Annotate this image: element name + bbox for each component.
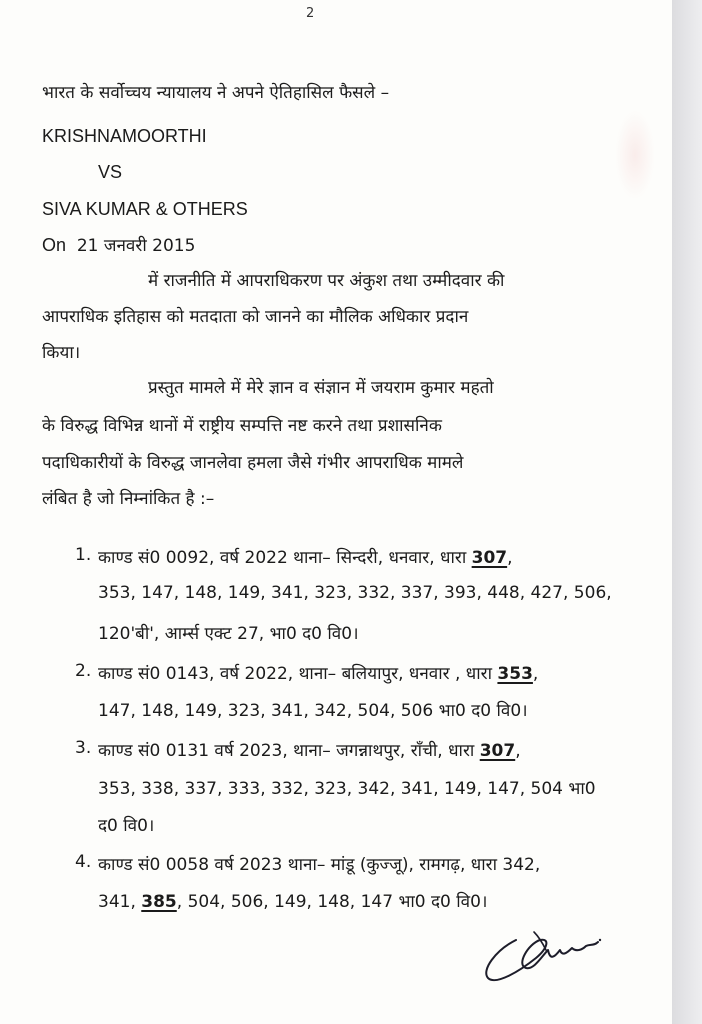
paragraph2-line: प्रस्तुत मामले में मेरे ज्ञान व संज्ञान में जयराम कुमार महतो xyxy=(148,378,494,398)
case-number: 4. xyxy=(75,852,92,872)
case-line xyxy=(98,545,513,568)
case-number: 3. xyxy=(75,738,92,758)
case-line: 147, 148, 149, 323, 341, 342, 504, 506 भा0 द0 वि0। xyxy=(98,701,528,721)
date-value: 21 जनवरी 2015 xyxy=(76,236,196,256)
date-prefix: On xyxy=(42,235,67,255)
key-section: 353 xyxy=(497,664,533,684)
case-line: 353, 338, 337, 333, 332, 323, 342, 341, 149, 147, 504 भा0 xyxy=(98,779,596,799)
paragraph2-line: पदाधिकारीयों के विरुद्ध जानलेवा हमला जैसे गंभीर आपराधिक मामले xyxy=(42,453,464,473)
case-text: काण्ड सं0 0131 वर्ष 2023, थाना– जगन्नाथपुर, राँची, धारा xyxy=(98,741,475,761)
paragraph2-line: लंबित है जो निम्नांकित है :– xyxy=(42,489,215,509)
case-text: , xyxy=(515,741,521,761)
case-line xyxy=(98,738,521,761)
paper-stain xyxy=(615,110,655,200)
intro-line: भारत के सर्वोच्चय न्यायालय ने अपने ऐतिहासिल फैसले – xyxy=(42,83,390,103)
page-edge xyxy=(672,0,702,1024)
case-line xyxy=(98,661,538,684)
paragraph1-line: आपराधिक इतिहास को मतदाता को जानने का मौलिक अधिकार प्रदान xyxy=(42,307,469,327)
versus-label: VS xyxy=(98,162,123,182)
case-text: काण्ड सं0 0143, वर्ष 2022, थाना– बलियापुर, धनवार , धारा xyxy=(98,664,493,684)
key-section: 307 xyxy=(471,548,508,568)
page-number: 2 xyxy=(306,6,315,21)
case-number: 1. xyxy=(75,545,92,565)
case-line: काण्ड सं0 0058 वर्ष 2023 थाना– मांडू (कुज्जू), रामगढ़, धारा 342, xyxy=(98,855,541,875)
paragraph2-line: के विरुद्ध विभिन्न थानों में राष्ट्रीय सम्पत्ति नष्ट करने तथा प्रशासनिक xyxy=(42,416,442,436)
judgment-date xyxy=(42,233,195,256)
case-text: , 504, 506, 149, 148, 147 भा0 द0 वि0। xyxy=(176,892,488,912)
case-text: 341, xyxy=(98,892,136,912)
case-line: द0 वि0। xyxy=(98,816,155,836)
case-number: 2. xyxy=(75,661,92,681)
case-text: काण्ड सं0 0092, वर्ष 2022 थाना– सिन्दरी, धनवार, धारा xyxy=(98,548,467,568)
case-line: 120'बी', आर्म्स एक्ट 27, भा0 द0 वि0। xyxy=(98,624,359,644)
case-line xyxy=(98,889,487,912)
key-section: 385 xyxy=(141,892,177,912)
party-one: KRISHNAMOORTHI xyxy=(42,126,207,146)
case-line: 353, 147, 148, 149, 341, 323, 332, 337, 393, 448, 427, 506, xyxy=(98,583,612,603)
paragraph1-line: किया। xyxy=(42,343,81,363)
paragraph1-line: में राजनीति में आपराधिकरण पर अंकुश तथा उम्मीदवार की xyxy=(148,271,505,291)
handwritten-signature xyxy=(476,920,606,990)
case-text: , xyxy=(507,548,513,568)
party-two: SIVA KUMAR & OTHERS xyxy=(42,199,248,219)
key-section: 307 xyxy=(479,741,516,761)
case-text: , xyxy=(532,664,539,684)
